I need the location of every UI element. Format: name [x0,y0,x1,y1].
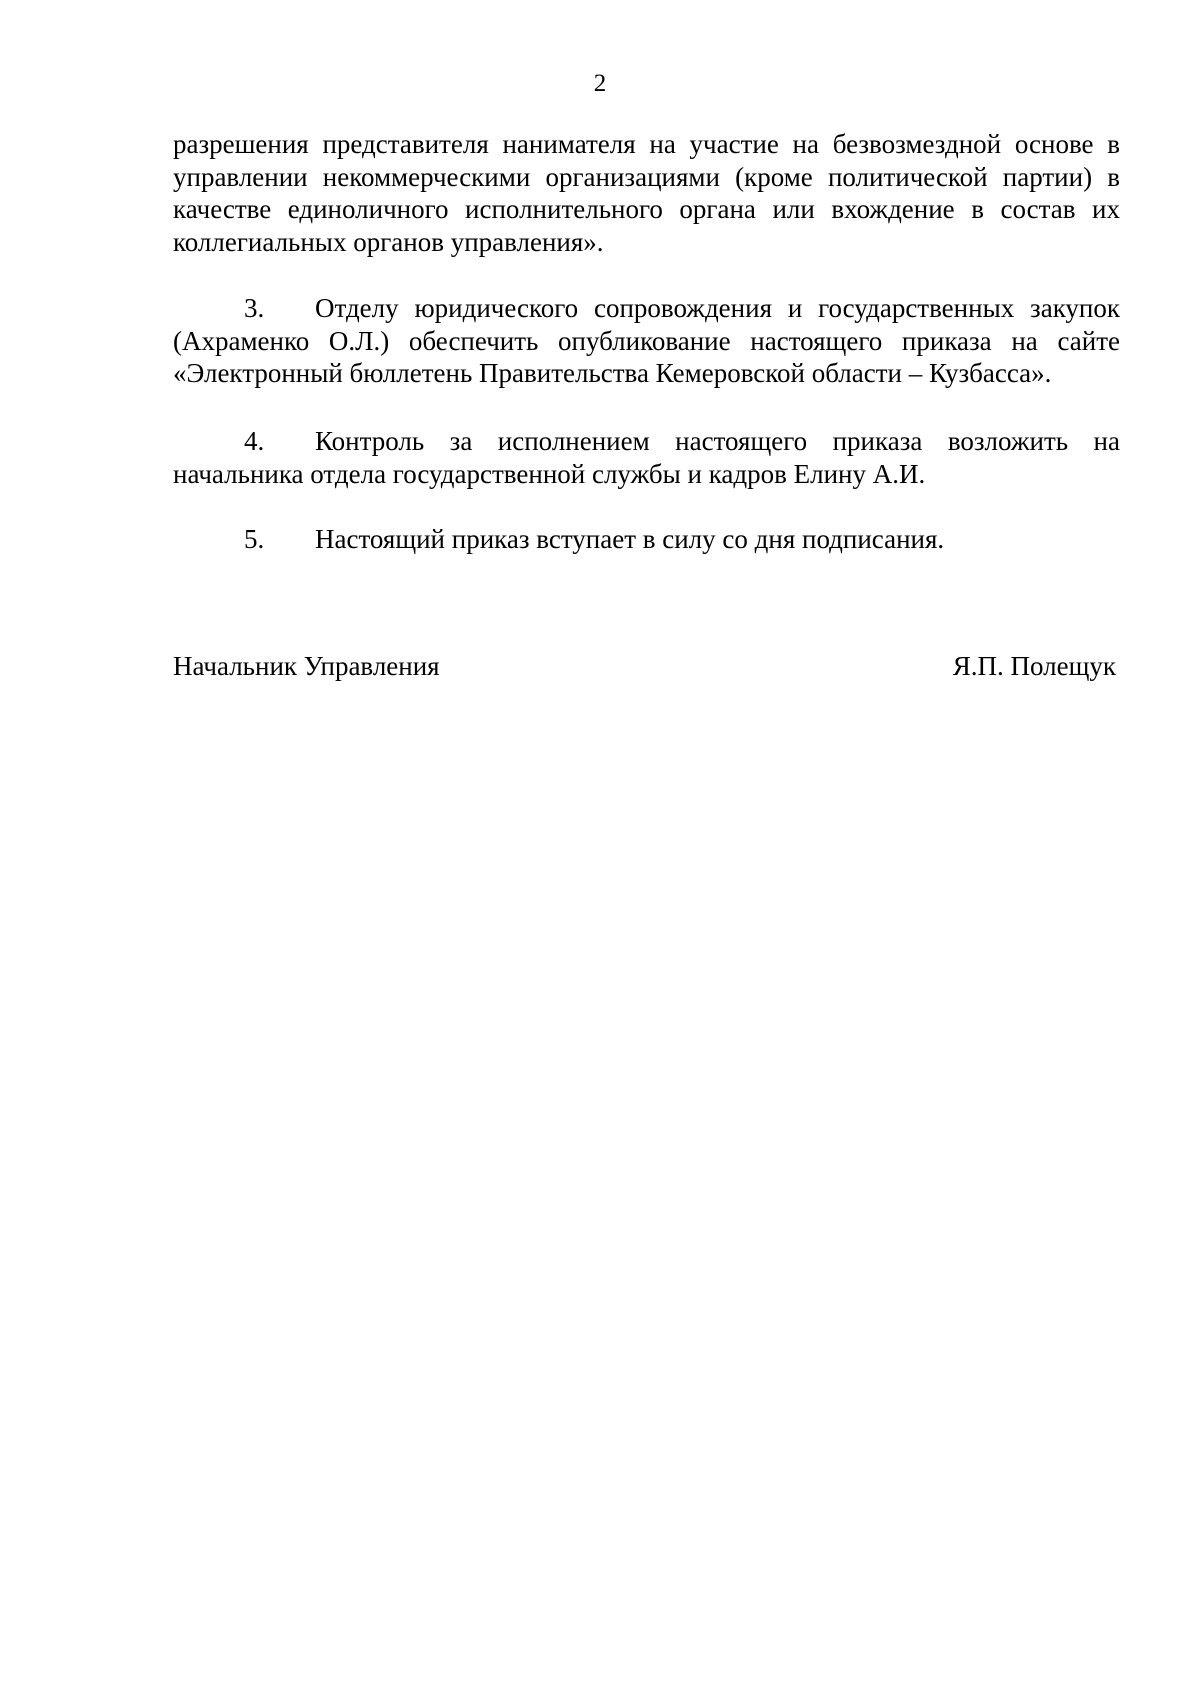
paragraph-4 [173,425,1120,490]
signature-name: Я.П. Полещук [952,651,1116,681]
signature-position: Начальник Управления [173,651,440,681]
page-number: 2 [593,70,607,97]
paragraph-3-text: Отделу юридического сопровождения и государственных закупок (Ахраменко О.Л.) обеспечить опубликование настоящего приказа на сайте «Электронный бюллетень Правительства Кемеровской области – Кузбасса». [173,293,1120,388]
paragraph-4-number: 4. [244,426,265,456]
paragraph-5-number: 5. [244,524,265,554]
paragraph-5 [173,523,1120,556]
paragraph-4-text: Контроль за исполнением настоящего приказа возложить на начальника отдела государственной службы и кадров Елину А.И. [173,426,1120,489]
continuation-paragraph: разрешения представителя нанимателя на участие на безвозмездной основе в управлении некоммерческими организациями (кроме политической партии) в качестве единоличного исполнительного органа или вхождение в состав их коллегиальных органов управления». [173,129,1120,257]
paragraph-3-number: 3. [244,293,265,323]
paragraph-5-text: Настоящий приказ вступает в силу со дня подписания. [315,524,945,554]
paragraph-3 [173,292,1120,390]
